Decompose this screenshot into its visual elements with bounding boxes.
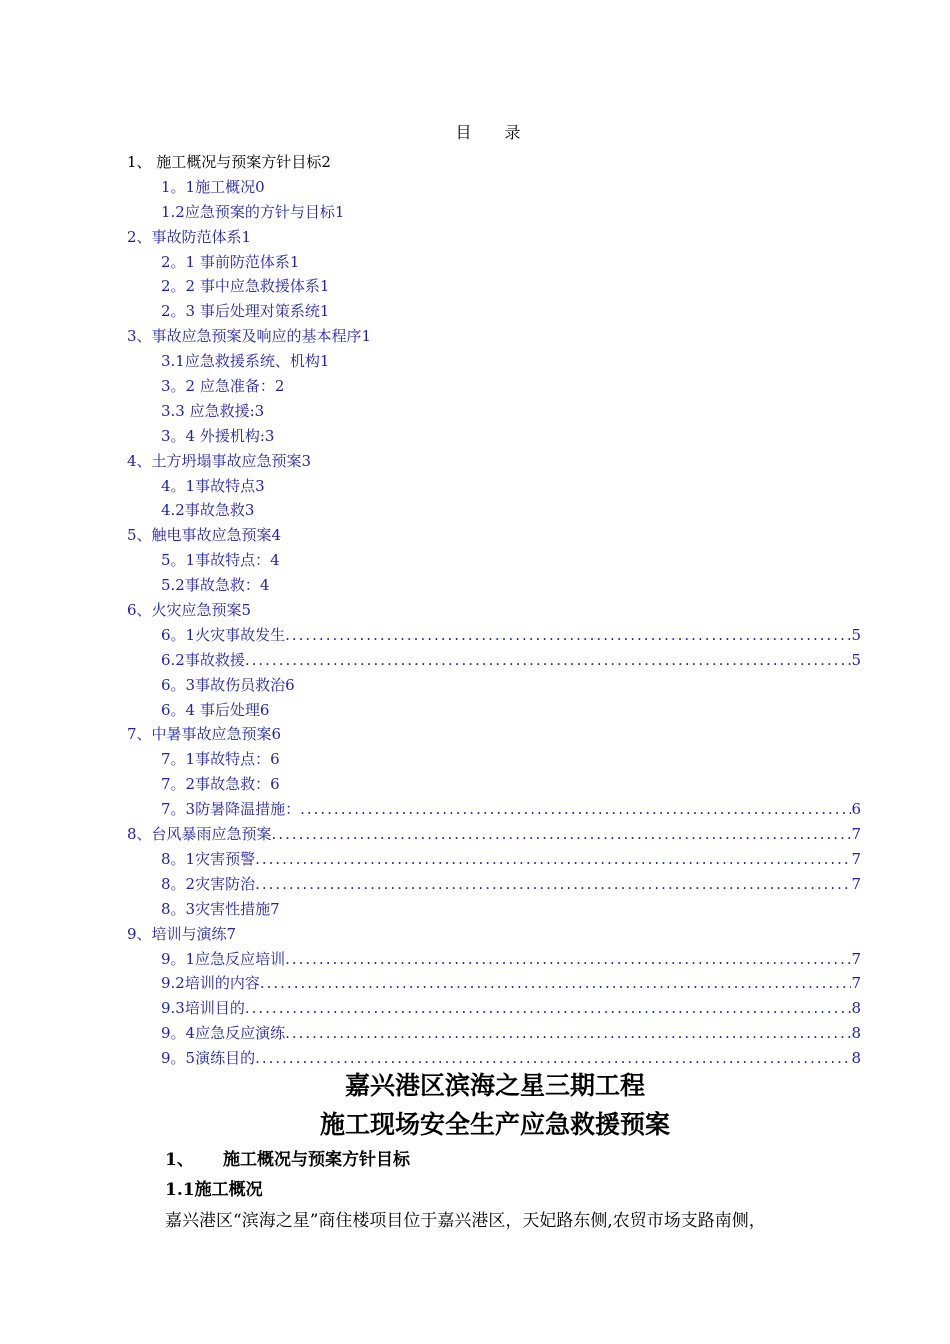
- toc-entry-label: 5。1事故特点：4: [161, 551, 280, 570]
- toc-entry[interactable]: [127, 947, 861, 972]
- toc-entry-label: 9。1应急反应培训: [161, 949, 286, 968]
- toc-entry[interactable]: [127, 872, 861, 897]
- toc-entry-label: 6.2事故救援: [161, 650, 245, 669]
- toc-leader-dots: [255, 847, 851, 872]
- toc-entry[interactable]: [127, 971, 861, 996]
- toc-entry[interactable]: [127, 324, 861, 349]
- toc-page-number: 6: [851, 800, 861, 819]
- toc-entry[interactable]: [127, 996, 861, 1021]
- toc-entry[interactable]: [127, 349, 861, 374]
- toc-entry-label: 2。1 事前防范体系1: [161, 252, 300, 271]
- toc-entry[interactable]: [127, 822, 861, 847]
- toc-entry-label: 3。4 外援机构:3: [161, 426, 275, 445]
- toc-entry[interactable]: [127, 673, 861, 698]
- toc-page-number: 7: [851, 974, 861, 993]
- toc-page-number: 5: [851, 625, 861, 644]
- toc-entry[interactable]: [127, 424, 861, 449]
- toc-entry-label: 7。3防暑降温措施：: [161, 800, 301, 819]
- toc-entry[interactable]: [127, 374, 861, 399]
- toc-entry-label: 5.2事故急救：4: [161, 576, 270, 595]
- toc-leader-dots: [255, 872, 851, 897]
- toc-entry[interactable]: [127, 548, 861, 573]
- toc-entry[interactable]: [127, 722, 861, 747]
- toc-entry-label: 6、火灾应急预案5: [127, 601, 252, 620]
- document-title-line2: 施工现场安全生产应急救援预案: [319, 1110, 670, 1139]
- toc-entry-label: 3.1应急救援系统、机构1: [161, 352, 330, 371]
- toc-entry-label: 2。3 事后处理对策系统1: [161, 302, 330, 321]
- toc-page-number: 7: [851, 825, 861, 844]
- toc-entry-label: 6。4 事后处理6: [161, 700, 270, 719]
- toc-entry-label: 2、事故防范体系1: [127, 227, 252, 246]
- toc-entry-label: 4.2事故急救3: [161, 501, 255, 520]
- toc-entry[interactable]: [127, 598, 861, 623]
- toc-entry-label: 1、 施工概况与预案方针目标2: [127, 153, 331, 171]
- toc-entry[interactable]: [127, 772, 861, 797]
- toc-entry[interactable]: [127, 474, 861, 499]
- toc-entry[interactable]: [127, 648, 861, 673]
- toc-entry-label: 5、触电事故应急预案4: [127, 526, 282, 545]
- section-number: 1、: [165, 1150, 194, 1170]
- toc-entry[interactable]: [127, 922, 861, 947]
- toc-page-number: 7: [851, 949, 861, 968]
- toc-entry-label: 4。1事故特点3: [161, 476, 265, 495]
- toc-entry[interactable]: [127, 150, 861, 175]
- toc-entry[interactable]: [127, 449, 861, 474]
- toc-entry-label: 3.3 应急救援:3: [161, 401, 265, 420]
- toc-entry-label: 7。1事故特点：6: [161, 750, 280, 769]
- toc-entry[interactable]: [127, 299, 861, 324]
- toc-entry-label: 6。3事故伤员救治6: [161, 675, 295, 694]
- toc-leader-dots: [272, 822, 852, 847]
- toc-entry[interactable]: [127, 573, 861, 598]
- toc-page-number: 8: [851, 1049, 861, 1068]
- toc-leader-dots: [245, 996, 852, 1021]
- toc-entry-label: 9。4应急反应演练: [161, 1024, 286, 1043]
- toc-entry-label: 8。2灾害防治: [161, 874, 256, 893]
- toc-entry[interactable]: [127, 698, 861, 723]
- toc-page-number: 8: [851, 999, 861, 1018]
- toc-page-number: 5: [851, 650, 861, 669]
- body-paragraph: 嘉兴港区“滨海之星”商住楼项目位于嘉兴港区，天妃路东侧,农贸市场支路南侧，: [165, 1211, 766, 1231]
- toc-entry-label: 8。3灾害性措施7: [161, 899, 280, 918]
- toc-entry-label: 7。2事故急救：6: [161, 775, 280, 794]
- toc-leader-dots: [300, 797, 851, 822]
- toc-leader-dots: [285, 947, 851, 972]
- toc-entry[interactable]: [127, 1021, 861, 1046]
- toc-entry-label: 1.2应急预案的方针与目标1: [161, 202, 345, 221]
- toc-entry[interactable]: [127, 623, 861, 648]
- toc-title: 目 录: [455, 123, 535, 142]
- toc-entry-label: 3。2 应急准备：2: [161, 377, 285, 396]
- toc-leader-dots: [260, 971, 852, 996]
- table-of-contents: [127, 150, 861, 1071]
- toc-page-number: 8: [851, 1024, 861, 1043]
- toc-entry-label: 8、台风暴雨应急预案: [127, 825, 272, 844]
- toc-entry-label: 9.3培训目的: [161, 999, 245, 1018]
- toc-entry-label: 9、培训与演练7: [127, 924, 237, 943]
- toc-entry-label: 7、中暑事故应急预案6: [127, 725, 282, 744]
- toc-leader-dots: [285, 1021, 851, 1046]
- toc-entry[interactable]: [127, 897, 861, 922]
- toc-entry[interactable]: [127, 200, 861, 225]
- toc-entry-label: 9.2培训的内容: [161, 974, 260, 993]
- toc-leader-dots: [285, 623, 851, 648]
- toc-entry[interactable]: [127, 250, 861, 275]
- toc-entry-label: 8。1灾害预警: [161, 849, 256, 868]
- subsection-heading: 1.1施工概况: [165, 1180, 263, 1200]
- toc-entry-label: 1。1施工概况0: [161, 177, 265, 196]
- toc-entry-label: 4、土方坍塌事故应急预案3: [127, 451, 312, 470]
- toc-entry[interactable]: [127, 847, 861, 872]
- toc-entry-label: 3、事故应急预案及响应的基本程序1: [127, 327, 372, 346]
- toc-entry[interactable]: [127, 175, 861, 200]
- toc-entry-label: 2。2 事中应急救援体系1: [161, 277, 330, 296]
- section-title: 施工概况与预案方针目标: [223, 1150, 410, 1170]
- toc-entry-label: 9。5演练目的: [161, 1049, 256, 1068]
- section-heading: [165, 1145, 410, 1170]
- toc-entry[interactable]: [127, 797, 861, 822]
- toc-entry[interactable]: [127, 747, 861, 772]
- toc-entry-label: 6。1火灾事故发生: [161, 625, 286, 644]
- toc-leader-dots: [245, 648, 852, 673]
- toc-entry[interactable]: [127, 498, 861, 523]
- toc-entry[interactable]: [127, 225, 861, 250]
- toc-entry[interactable]: [127, 399, 861, 424]
- toc-entry[interactable]: [127, 274, 861, 299]
- document-title-line1: 嘉兴港区滨海之星三期工程: [344, 1071, 645, 1100]
- toc-page-number: 7: [851, 849, 861, 868]
- toc-page-number: 7: [851, 874, 861, 893]
- toc-entry[interactable]: [127, 523, 861, 548]
